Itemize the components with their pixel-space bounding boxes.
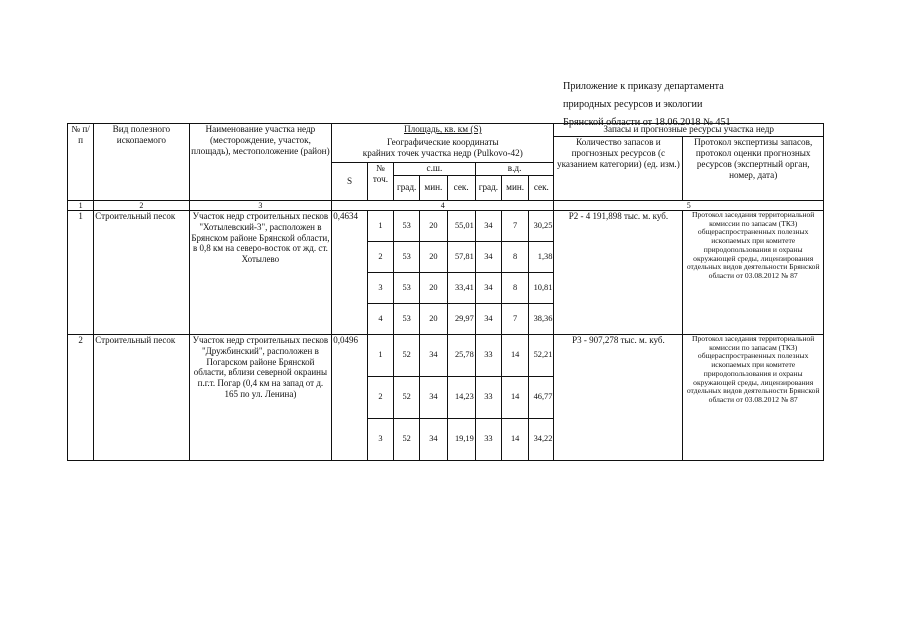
row-num: 1 <box>68 211 94 335</box>
index-cell: 4 <box>332 201 554 211</box>
north-sec: 55,01 <box>447 211 475 242</box>
east-min: 7 <box>502 304 529 335</box>
index-cell: 3 <box>189 201 332 211</box>
table-row <box>68 211 824 242</box>
point-number: 3 <box>367 419 393 461</box>
east-deg: 33 <box>475 377 501 419</box>
east-deg: 33 <box>475 419 501 461</box>
east-min: 8 <box>502 242 529 273</box>
header-s: S <box>332 163 368 201</box>
east-sec: 10,81 <box>529 273 554 304</box>
east-min: 14 <box>502 335 529 377</box>
east-sec: 30,25 <box>529 211 554 242</box>
row-reserves: P3 - 907,278 тыс. м. куб. <box>554 335 683 461</box>
header-east-min: мин. <box>502 176 529 201</box>
north-deg: 52 <box>394 419 420 461</box>
point-number: 1 <box>367 335 393 377</box>
appendix-line: Брянской области от 18.06.2018 № 451 <box>563 117 731 128</box>
header-north-sec: сек. <box>447 176 475 201</box>
header-site: Наименование участка недр (месторождение, участок, площадь), местоположение (район) <box>189 124 332 201</box>
header-coords-line-2: крайних точек участка недр (Pulkovo-42) <box>362 147 523 158</box>
east-deg: 34 <box>475 211 501 242</box>
north-sec: 14,23 <box>447 377 475 419</box>
table-row <box>68 335 824 377</box>
point-number: 1 <box>367 211 393 242</box>
header-north-deg: град. <box>394 176 420 201</box>
row-mineral: Строительный песок <box>94 211 189 335</box>
index-cell: 5 <box>554 201 824 211</box>
index-cell: 2 <box>94 201 189 211</box>
north-min: 34 <box>420 419 447 461</box>
north-min: 34 <box>420 377 447 419</box>
row-site: Участок недр строительных песков "Дружбинский", расположен в Погарском районе Брянской области, вблизи северной окраины п.г.т. Погар (0,4 км на запад от д. 165 по ул. Ленина) <box>189 335 332 461</box>
north-deg: 53 <box>394 304 420 335</box>
north-deg: 53 <box>394 211 420 242</box>
east-deg: 34 <box>475 273 501 304</box>
point-number: 2 <box>367 377 393 419</box>
header-mineral: Вид полезного ископаемого <box>94 124 189 201</box>
east-sec: 52,21 <box>529 335 554 377</box>
east-deg: 33 <box>475 335 501 377</box>
header-north: с.ш. <box>394 163 476 176</box>
east-min: 14 <box>502 419 529 461</box>
east-min: 14 <box>502 377 529 419</box>
north-sec: 19,19 <box>447 419 475 461</box>
header-reserves-title: Запасы и прогнозные ресурсы участка недр <box>554 124 824 137</box>
header-point: № точ. <box>367 163 393 201</box>
appendix-line: Приложение к приказу департамента <box>563 81 724 92</box>
header-east: в.д. <box>475 163 554 176</box>
point-number: 4 <box>367 304 393 335</box>
row-protocol: Протокол заседания территориальной комиссии по запасам (ТКЗ) общераспространенных полезных ископаемых при комитете природопользования и охраны окружающей среды, лицензирования отдельных видов деятельности Брянской области от 03.08.2012 № 87 <box>683 211 824 335</box>
east-min: 8 <box>502 273 529 304</box>
appendix-line: природных ресурсов и экологии <box>563 99 703 110</box>
east-deg: 34 <box>475 304 501 335</box>
north-deg: 53 <box>394 242 420 273</box>
header-east-deg: град. <box>475 176 501 201</box>
east-deg: 34 <box>475 242 501 273</box>
point-number: 2 <box>367 242 393 273</box>
north-min: 34 <box>420 335 447 377</box>
east-sec: 38,36 <box>529 304 554 335</box>
row-num: 2 <box>68 335 94 461</box>
row-reserves: P2 - 4 191,898 тыс. м. куб. <box>554 211 683 335</box>
header-area-coords <box>332 124 554 137</box>
row-site: Участок недр строительных песков "Хотылевский-3", расположен в Брянском районе Брянской области, в 0,8 км на северо-восток от жд. ст. Хотылево <box>189 211 332 335</box>
north-min: 20 <box>420 242 447 273</box>
east-min: 7 <box>502 211 529 242</box>
header-area-title: Площадь, кв. км (S) <box>403 124 482 134</box>
north-min: 20 <box>420 211 447 242</box>
header-coords-line-1: Географические координаты <box>387 136 499 147</box>
header-north-min: мин. <box>420 176 447 201</box>
north-deg: 53 <box>394 273 420 304</box>
north-sec: 33,41 <box>447 273 475 304</box>
north-deg: 52 <box>394 377 420 419</box>
row-area: 0,0496 <box>332 335 368 461</box>
row-protocol: Протокол заседания территориальной комиссии по запасам (ТКЗ) общераспространенных полезных ископаемых при комитете природопользования и охраны окружающей среды, лицензирования отдельных видов деятельности Брянской области от 03.08.2012 № 87 <box>683 335 824 461</box>
header-east-sec: сек. <box>529 176 554 201</box>
north-sec: 25,78 <box>447 335 475 377</box>
reserves-table <box>67 123 824 461</box>
north-sec: 57,81 <box>447 242 475 273</box>
east-sec: 1,38 <box>529 242 554 273</box>
east-sec: 34,22 <box>529 419 554 461</box>
north-sec: 29,97 <box>447 304 475 335</box>
index-cell: 1 <box>68 201 94 211</box>
header-num: № п/п <box>68 124 94 201</box>
point-number: 3 <box>367 273 393 304</box>
row-mineral: Строительный песок <box>94 335 189 461</box>
row-area: 0,4634 <box>332 211 368 335</box>
north-min: 20 <box>420 273 447 304</box>
north-min: 20 <box>420 304 447 335</box>
header-quantity: Количество запасов и прогнозных ресурсов (с указанием категории) (ед. изм.) <box>554 137 683 201</box>
header-protocol: Протокол экспертизы запасов, протокол оценки прогнозных ресурсов (экспертный орган, номер, дата) <box>683 137 824 201</box>
header-coords-title <box>332 137 554 163</box>
north-deg: 52 <box>394 335 420 377</box>
east-sec: 46,77 <box>529 377 554 419</box>
